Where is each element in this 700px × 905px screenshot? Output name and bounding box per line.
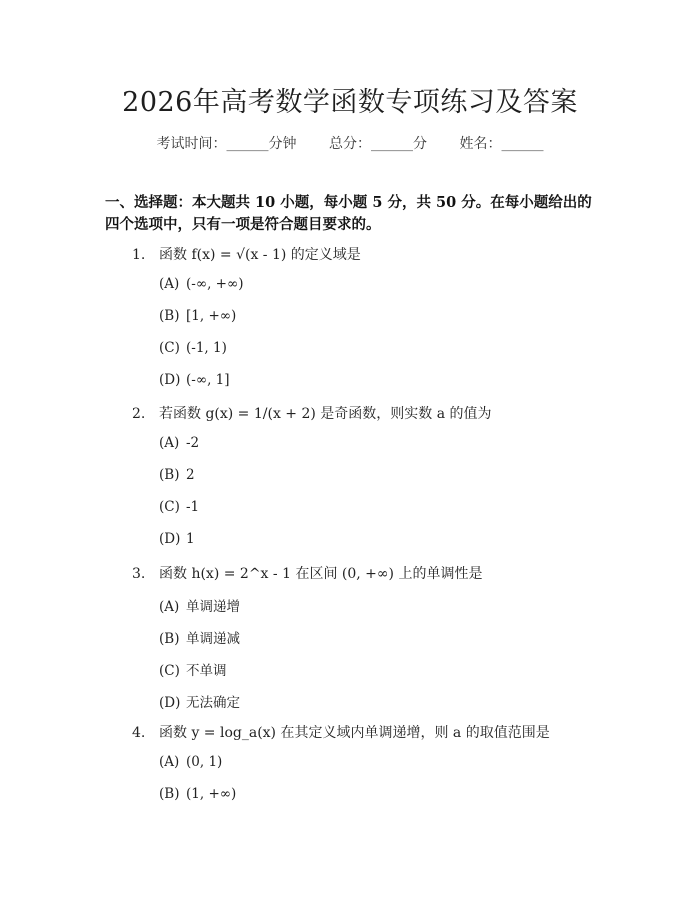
option-text: 单调递减 bbox=[186, 631, 240, 647]
option-text: (-1, 1) bbox=[186, 340, 227, 356]
option-text: 2 bbox=[186, 467, 195, 483]
option-letter: (C) bbox=[159, 340, 180, 356]
section-heading-multiple-choice: 一、选择题：本大题共 10 小题，每小题 5 分，共 50 分。在每小题给出的四个选项中，只有一项是符合题目要求的。 bbox=[105, 194, 592, 233]
option-text: -2 bbox=[186, 435, 200, 451]
option-letter: (D) bbox=[159, 531, 181, 547]
question-2-option-a bbox=[159, 435, 199, 451]
option-text: 1 bbox=[186, 531, 195, 547]
option-text: 不单调 bbox=[186, 663, 227, 679]
option-text: (-∞, +∞) bbox=[186, 276, 244, 292]
question-1-option-a bbox=[159, 276, 243, 292]
question-3-option-d bbox=[159, 691, 240, 711]
option-letter: (D) bbox=[159, 695, 181, 711]
exam-time-field: 考试时间：______分钟 bbox=[156, 136, 297, 152]
question-text: 函数 f(x) = √(x - 1) 的定义域是 bbox=[159, 247, 361, 263]
option-text: (0, 1) bbox=[186, 754, 223, 770]
question-number: 2. bbox=[132, 406, 146, 422]
document-title: 2026年高考数学函数专项练习及答案 bbox=[122, 87, 578, 118]
question-3-option-c bbox=[159, 659, 227, 679]
option-text: [1, +∞) bbox=[186, 308, 237, 324]
option-text: 单调递增 bbox=[186, 599, 240, 615]
question-1 bbox=[132, 244, 361, 264]
question-number: 4. bbox=[132, 725, 146, 741]
question-number: 3. bbox=[132, 566, 146, 582]
option-letter: (A) bbox=[159, 599, 180, 615]
total-score-field: 总分：______分 bbox=[329, 136, 427, 152]
option-letter: (B) bbox=[159, 308, 180, 324]
option-letter: (A) bbox=[159, 435, 180, 451]
question-4 bbox=[132, 722, 550, 742]
question-4-option-b bbox=[159, 786, 236, 802]
option-letter: (B) bbox=[159, 631, 180, 647]
option-letter: (C) bbox=[159, 663, 180, 679]
option-text: 无法确定 bbox=[186, 695, 240, 711]
option-letter: (A) bbox=[159, 754, 180, 770]
option-text: -1 bbox=[186, 499, 200, 515]
question-1-option-b bbox=[159, 308, 236, 324]
option-letter: (B) bbox=[159, 467, 180, 483]
question-number: 1. bbox=[132, 247, 146, 263]
question-3 bbox=[132, 563, 482, 583]
option-letter: (C) bbox=[159, 499, 180, 515]
question-2-option-b bbox=[159, 467, 195, 483]
option-text: (-∞, 1] bbox=[186, 372, 230, 388]
question-3-option-b bbox=[159, 627, 240, 647]
option-letter: (D) bbox=[159, 372, 181, 388]
question-text: 函数 y = log_a(x) 在其定义域内单调递增，则 a 的取值范围是 bbox=[159, 725, 550, 741]
option-letter: (B) bbox=[159, 786, 180, 802]
question-2 bbox=[132, 403, 492, 423]
question-4-option-a bbox=[159, 754, 222, 770]
question-text: 函数 h(x) = 2^x - 1 在区间 (0, +∞) 上的单调性是 bbox=[159, 566, 483, 582]
exam-info-line bbox=[0, 133, 700, 153]
question-1-option-d bbox=[159, 372, 230, 388]
option-text: (1, +∞) bbox=[186, 786, 237, 802]
student-name-field: 姓名：______ bbox=[459, 136, 544, 152]
question-2-option-c bbox=[159, 499, 199, 515]
question-text: 若函数 g(x) = 1/(x + 2) 是奇函数，则实数 a 的值为 bbox=[159, 406, 492, 422]
question-3-option-a bbox=[159, 595, 240, 615]
question-1-option-c bbox=[159, 340, 227, 356]
option-letter: (A) bbox=[159, 276, 180, 292]
question-2-option-d bbox=[159, 531, 195, 547]
